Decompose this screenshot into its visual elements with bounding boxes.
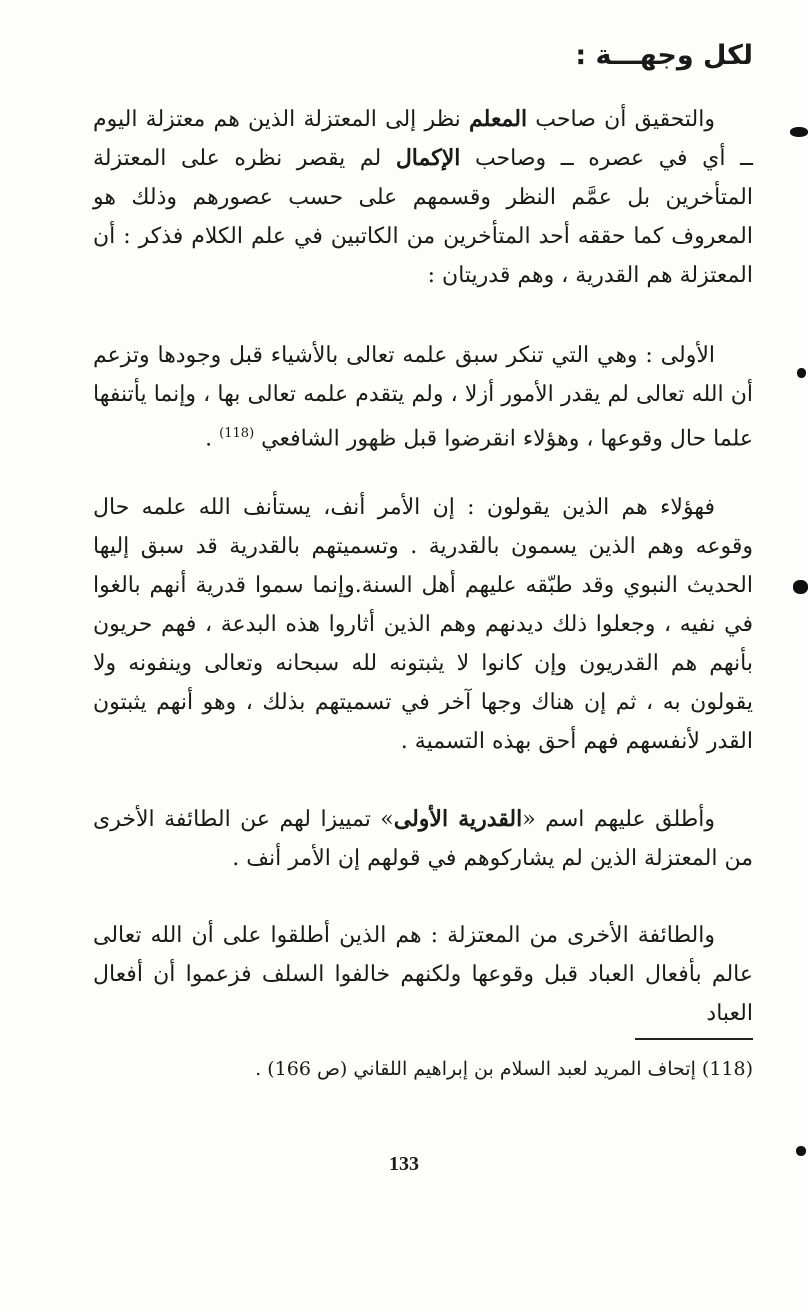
paragraph-1 bbox=[93, 100, 753, 295]
p1-text-a: والتحقيق أن صاحب bbox=[527, 107, 715, 132]
p1-bold-mualim: المعلم bbox=[469, 106, 528, 132]
scan-speck bbox=[797, 368, 806, 378]
p1-bold-ikmal: الإكمال bbox=[395, 145, 461, 171]
p2-text: الأولى : وهي التي تنكر سبق علمه تعالى بالأشياء قبل وجودها وتزعم أن الله تعالى لم يقدر الأمور أزلا ، ولم يتقدم علمه تعالى بها ، وإنما يأتنفها علما حال وقوعها ، وهؤلاء انقرضوا قبل ظهور الشافعي bbox=[93, 343, 753, 452]
footnote-118: (118) إتحاف المريد لعبد السلام بن إبراهيم اللقاني (ص 166) . bbox=[255, 1058, 753, 1080]
scan-speck bbox=[793, 580, 808, 594]
p1-text-b: نظر إلى المعتزلة الذين هم معتزلة اليوم ــ أي في عصره ــ وصاحب bbox=[93, 107, 753, 171]
p4-text-a: وأطلق عليهم اسم « bbox=[522, 807, 715, 832]
p4-bold-qadariya: القدرية الأولى bbox=[393, 806, 523, 832]
paragraph-4 bbox=[93, 800, 753, 878]
p2-end: . bbox=[205, 426, 220, 452]
paragraph-2 bbox=[93, 336, 753, 458]
p1-text-c: لم يقصر نظره على المعتزلة المتأخرين بل عمَّم النظر وقسمهم على حسب عصورهم وذلك هو المعروف كما حققه أحد المتأخرين من الكاتبين في علم الكلام فذكر : أن المعتزلة هم القدرية ، وهم قدريتان : bbox=[93, 146, 753, 288]
scan-speck bbox=[790, 127, 808, 137]
footnote-divider bbox=[635, 1038, 753, 1040]
section-heading: لكل وجهـــة : bbox=[575, 40, 753, 71]
paragraph-3: فهؤلاء هم الذين يقولون : إن الأمر أنف، يستأنف الله علمه حال وقوعه وهم الذين يسمون بالقدرية . وتسميتهم بالقدرية قد سبق إليها الحديث النبوي وقد طبّقه عليهم أهل السنة.وإنما سموا قدرية أنهم بالغوا في نفيه ، وجعلوا ذلك ديدنهم وهم الذين أثاروا هذه البدعة ، فهم حريون بأنهم هم القدريون وإن كانوا لا يثبتونه لله سبحانه وتعالى وينفونه ولا يقولون به ، ثم إن هناك وجها آخر في تسميتهم بذلك ، وهو أنهم يثبتون القدر لأنفسهم فهم أحق بهذه التسمية . bbox=[93, 495, 753, 754]
scan-speck bbox=[796, 1146, 806, 1156]
p4-text-b: » تمييزا لهم عن الطائفة الأخرى من المعتزلة الذين لم يشاركوهم في قولهم إن الأمر أنف . bbox=[93, 807, 753, 871]
footnote-ref-118: (118) bbox=[219, 426, 255, 441]
page-number: 133 bbox=[389, 1153, 419, 1175]
paragraph-5: والطائفة الأخرى من المعتزلة : هم الذين أطلقوا على أن الله تعالى عالم بأفعال العباد قبل وقوعها ولكنهم خالفوا السلف فزعموا أن أفعال العباد bbox=[93, 923, 753, 1026]
